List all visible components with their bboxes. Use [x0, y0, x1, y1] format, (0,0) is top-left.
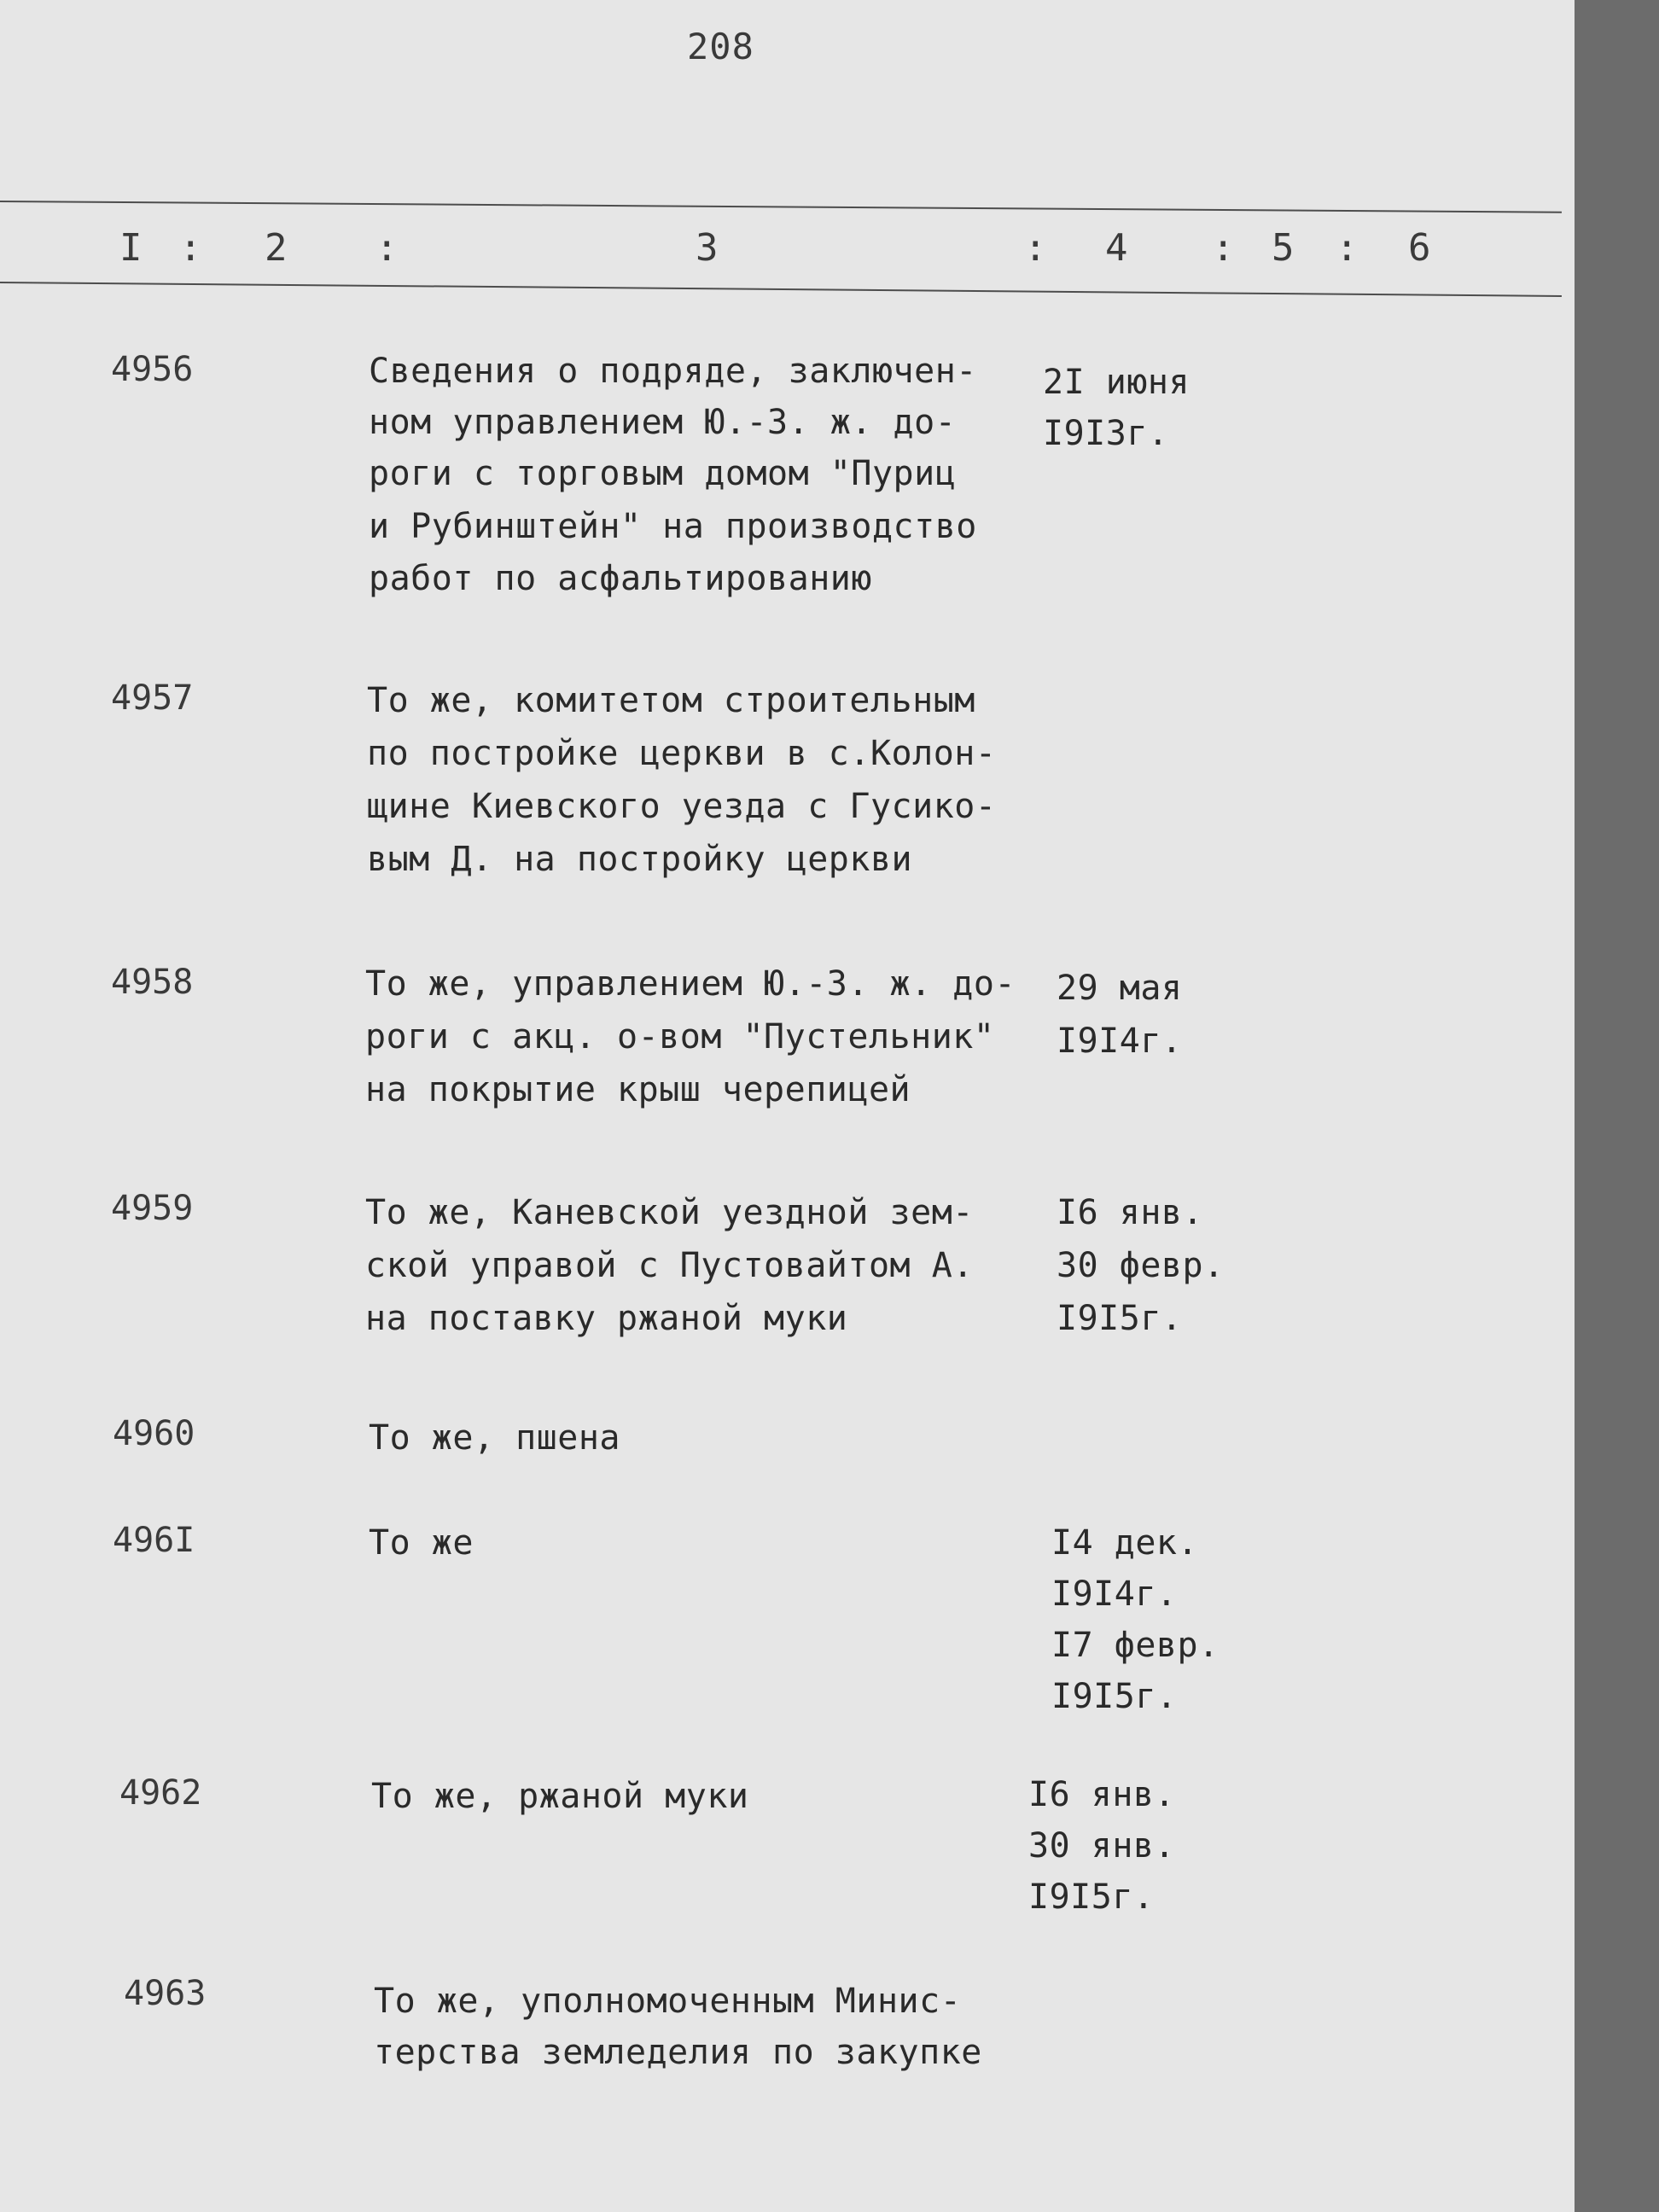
entry-number: 4959 [111, 1189, 194, 1228]
entry-date-line: I6 янв. [1028, 1775, 1176, 1814]
column-header-3: 3 [696, 226, 719, 270]
entry-description-line: ном управлением Ю.-З. ж. до- [369, 403, 957, 442]
column-separator: : [1024, 226, 1047, 270]
entry-date-line: 30 февр. [1057, 1246, 1225, 1285]
entry-description-line: То же, ржаной муки [371, 1777, 749, 1816]
entry-description-line: Сведения о подряде, заключен- [369, 352, 977, 391]
entry-date-line: I9I3г. [1043, 414, 1169, 453]
entry-number: 4960 [113, 1414, 195, 1453]
entry-description-line: То же [369, 1523, 474, 1563]
entry-number: 4958 [111, 963, 194, 1002]
entry-date-line: I9I4г. [1057, 1022, 1183, 1061]
entry-date-line: I6 янв. [1057, 1193, 1204, 1232]
entry-description-line: То же, уполномоченным Минис- [374, 1982, 962, 2021]
column-header-6: 6 [1408, 226, 1431, 270]
column-header-5: 5 [1272, 226, 1295, 270]
entry-date-line: I4 дек. [1051, 1523, 1199, 1563]
entry-date-line: 2I июня [1043, 363, 1190, 402]
entry-number: 496I [113, 1521, 195, 1560]
entry-description-line: То же, комитетом строительным [367, 681, 975, 720]
entry-description-line: на покрытие крыш черепицей [365, 1070, 911, 1109]
entry-description-line: То же, пшена [369, 1418, 620, 1458]
entry-date-line: I9I5г. [1057, 1299, 1183, 1338]
entry-number: 4962 [119, 1773, 202, 1813]
entry-description-line: роги с торговым домом "Пуриц [369, 454, 957, 493]
entry-description-line: щине Киевского уезда с Гусико- [367, 787, 997, 826]
entry-date-line: 29 мая [1057, 969, 1183, 1008]
header-bottom-rule [0, 282, 1562, 297]
column-header-2: 2 [265, 226, 288, 270]
entry-date-line: I9I5г. [1051, 1677, 1178, 1716]
entry-description-line: ской управой с Пустовайтом А. [365, 1246, 974, 1285]
entry-description-line: вым Д. на постройку церкви [367, 840, 913, 879]
entry-description-line: на поставку ржаной муки [365, 1299, 848, 1338]
header-top-rule [0, 201, 1562, 213]
entry-description-line: терства земледелия по закупке [374, 2033, 982, 2072]
column-separator: : [375, 226, 399, 270]
column-separator: : [1336, 226, 1359, 270]
entry-date-line: I9I5г. [1028, 1877, 1155, 1917]
page-number: 208 [687, 26, 754, 67]
entry-description-line: То же, Каневской уездной зем- [365, 1193, 974, 1232]
entry-date-line: I7 февр. [1051, 1626, 1220, 1665]
entry-number: 4957 [111, 678, 194, 718]
column-separator: : [1212, 226, 1235, 270]
entry-description-line: работ по асфальтированию [369, 559, 872, 598]
entry-date-line: 30 янв. [1028, 1826, 1176, 1866]
page-edge-shadow [1575, 0, 1659, 2212]
column-header-1: I [119, 226, 143, 270]
entry-date-line: I9I4г. [1051, 1575, 1178, 1614]
column-header-4: 4 [1105, 226, 1128, 270]
entry-number: 4956 [111, 350, 194, 389]
entry-description-line: и Рубинштейн" на производство [369, 507, 977, 546]
column-separator: : [179, 226, 202, 270]
entry-number: 4963 [124, 1974, 207, 2013]
entry-description-line: роги с акц. о-вом "Пустельник" [365, 1017, 995, 1057]
entry-description-line: по постройке церкви в с.Колон- [367, 734, 997, 773]
entry-description-line: То же, управлением Ю.-З. ж. до- [365, 964, 1016, 1004]
